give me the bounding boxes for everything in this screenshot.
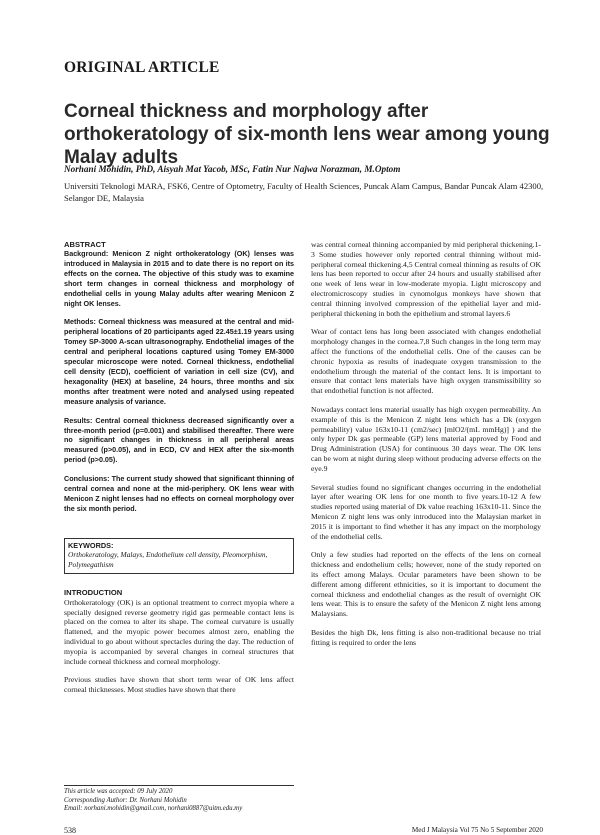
introduction-heading: INTRODUCTION — [64, 588, 123, 597]
footnote — [64, 785, 294, 814]
abstract-methods: Methods: Corneal thickness was measured at the central and mid-peripheral locations of 20 participants aged 22.45±1.19 years using Tomey SP-3000 A-scan ultrasonography. Endothelial images of the central and peripheral locations captured using Tomey EM-3000 specular microscope were noted. Corneal thickness, endothelial cell density (ECD), coefficient of variation in cell size (CV), and hexagonality (HEX) at baseline, 24 hours, three months and six months after treatment were noted and analysed using repeated measure analysis of variance. — [64, 317, 294, 406]
page-number: 538 — [64, 826, 76, 835]
right-column — [311, 240, 541, 656]
keywords-heading: KEYWORDS: — [68, 541, 114, 550]
journal-reference: Med J Malaysia Vol 75 No 5 September 2020 — [411, 826, 543, 834]
abstract-conclusions: Conclusions: The current study showed that significant thinning of central cornea and none at the mid-periphery. OK lens wear with Menicon Z night lenses had no effects on corneal morphology over the six month period. — [64, 474, 294, 513]
section-label: ORIGINAL ARTICLE — [64, 59, 220, 76]
body-paragraph-2: Wear of contact lens has long been associated with changes endothelial morphology changes in the cornea.7,8 Such changes in the long term may affect the functions of the endothelial cells. One of the causes can be chronic hypoxia as results of inadequate oxygen transmission to the endothelium through the material of the contact lens. It is important to ensure that contact lens materials have high oxygen transmissibility so that endothelial function is not affected. — [311, 327, 541, 396]
affiliation: Universiti Teknologi MARA, FSK6, Centre of Optometry, Faculty of Health Sciences, Puncak Alam Campus, Bandar Puncak Alam 42300, Selangor DE, Malaysia — [64, 181, 544, 203]
body-paragraph-6: Besides the high Dk, lens fitting is also non-traditional because no trial fitting is required to order the lens — [311, 627, 541, 647]
accepted-date: This article was accepted: 09 July 2020 — [64, 788, 173, 795]
keywords-text: Orthokeratology, Malays, Endothelium cell density, Pleomorphism, Polymegathism — [68, 550, 268, 569]
author-list: Norhani Mohidin, PhD, Aisyah Mat Yacob, MSc, Fatin Nur Najwa Norazman, M.Optom — [64, 164, 401, 174]
body-paragraph-5: Only a few studies had reported on the effects of the lens on corneal thickness and endothelium cells; however, none of the study reported on its effect among Malays. Ocular parameters have been shown to be different among different ethnicities, so it is important to document the corneal thickness and endothelial changes as the result of overnight OK lens wear. This is to ensure the safety of the Menicon Z night lens among Malaysians. — [311, 550, 541, 619]
intro-paragraph-2: Previous studies have shown that short term wear of OK lens affect corneal thicknesses. Most studies have shown that there — [64, 675, 294, 695]
body-paragraph-4: Several studies found no significant changes occurring in the endothelial layer after wearing OK lens for one month to five years.10-12 A few studies reported using material of Dk value reaching 163x10-11. Since the Menicon Z night lens was only introduced into the Malaysian market in 2015 it is important to find whether it has any impact on the morphology of the endothelial cells. — [311, 482, 541, 541]
introduction-section — [64, 588, 294, 704]
article-title: Corneal thickness and morphology after orthokeratology of six-month lens wear among young Malay adults — [64, 101, 550, 168]
abstract-section — [64, 240, 294, 523]
body-paragraph-1: was central corneal thinning accompanied by mid peripheral thickening.1-3 Some studies however only reported central thinning without mid-peripheral corneal thickening.4,5 Central corneal thinning as results of OK lens has been reported to occur after 24 hours and usually stabilised after one week of lens wear in low-moderate myopia. Light microscopy and electromicroscopy studies in cynomolgus monkeys have shown that central thinning involved compression of the epithelial layer and mid-peripheral thickening in both the epithelium and stromal layers.6 — [311, 240, 541, 318]
body-paragraph-3: Nowadays contact lens material usually has high oxygen permeability. An example of this is the Menicon Z night lens which has a Dk (oxygen permeability) value 163x10-11 (cm2/sec) [mlO2/(mL mmHg)] ) and the only hyper Dk gas permeable (GP) lens material approved by Food and Drug Administration (USA) for continuous 30 days wear. The OK lens can be worn at night during sleep without producing adverse effects on the eye.9 — [311, 404, 541, 473]
keywords-box — [64, 538, 294, 574]
abstract-background: Background: Menicon Z night orthokeratology (OK) lenses was introduced in Malaysia in 2015 and to date there is no report on its effects on the cornea. The objective of this study was to examine short term changes in corneal thickness and morphology of endothelial cells in young Malay adults after wearing Menicon Z night OK lenses. — [64, 249, 294, 308]
corresponding-author: Corresponding Author: Dr. Norhani Mohidin — [64, 796, 187, 804]
abstract-heading: ABSTRACT — [64, 240, 106, 249]
abstract-results: Results: Central corneal thickness decreased significantly over a three-month period (p=0.001) and stabilised thereafter. There were no significant changes in thickness in all peripheral areas measured (p>0.05), and in ECD, CV and HEX after the six-month period (p>0.05). — [64, 415, 294, 465]
author-email: Email: norhani.mohidin@gmail.com, norhani0887@uitm.edu.my — [64, 805, 243, 813]
intro-paragraph-1: Orthokeratology (OK) is an optional treatment to correct myopia where a specially designed reverse geometry rigid gas permeable contact lens is placed on the cornea to alter its shape. The corneal curvature is usually flattened, and the myopic power becomes almost zero, enabling the individual to go about without spectacles during the day. The reduction of myopia is accompanied by several changes in corneal structures that include corneal thickness and corneal morphology. — [64, 597, 294, 666]
